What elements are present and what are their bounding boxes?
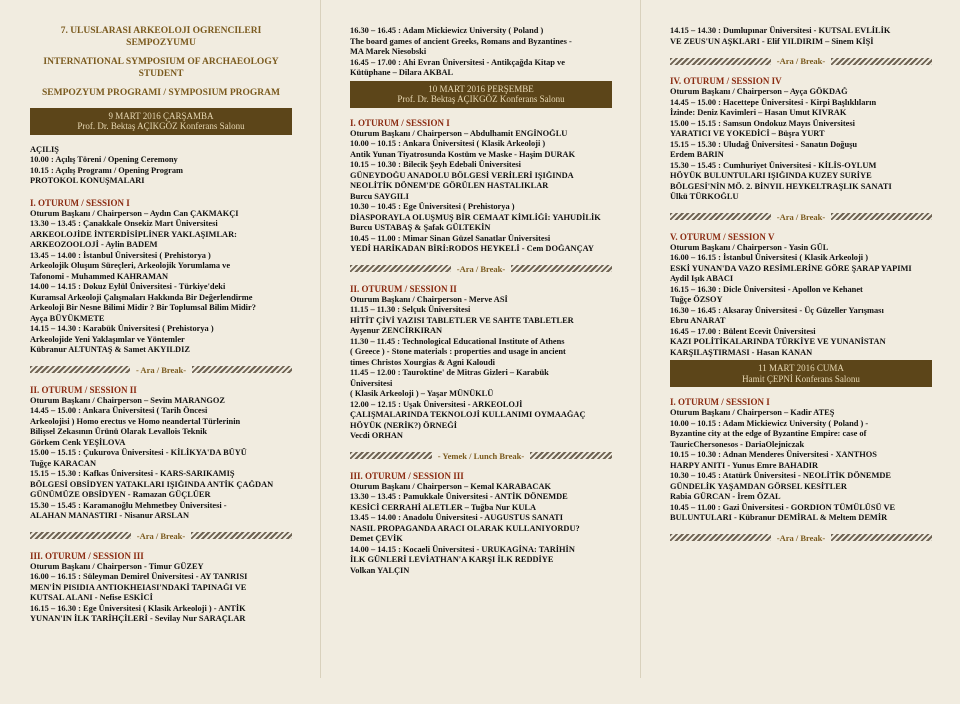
program-line: Tafonomi - Muhammed KAHRAMAN	[30, 271, 169, 281]
program-line: 15.30 – 15.45 : Karamanoğlu Mehmetbey Üniversitesi -	[30, 500, 227, 510]
program-line: YARATICI VE YOKEDİCİ – Büşra YURT	[670, 129, 825, 138]
fold-line	[640, 0, 641, 678]
program-line: Ebru ANARAT	[670, 316, 726, 325]
program-line: 16.15 – 16.30 : Dicle Üniversitesi - Apollon ve Kehanet	[670, 284, 863, 294]
program-line: 14.00 – 14.15 : Dokuz Eylül Üniversitesi - Türkiye'deki	[30, 282, 226, 291]
hatch-pattern	[670, 213, 771, 220]
program-line-bold: AÇILIŞ	[30, 144, 59, 154]
break-label: -Ara / Break-	[776, 211, 826, 222]
program-line: Burcu USTABAŞ & Şafak GÜLTEKİN	[350, 223, 491, 232]
program-line: 13.30 – 13.45 : Pamukkale Üniversitesi - ANTİK DÖNEMDE	[350, 492, 568, 501]
program-line: 13.30 – 13.45 : Çanakkale Onsekiz Mart Üniversitesi	[30, 219, 218, 228]
program-line: ÇALIŞMALARINDA TEKNOLOJİ KULLANIMI OYMAAĞAÇ	[350, 410, 586, 419]
program-line: Kuramsal Arkeoloji Çalışmaları Hakkında Bir Değerlendirme	[30, 292, 253, 302]
program-line: Kütüphane – Dilara AKBAL	[350, 68, 454, 77]
program-line-bold: Oturum Başkanı / Chairperson - Timur GÜZEY	[30, 561, 204, 571]
program-line: İLK GÜNLERİ LEVİATHAN'A KARŞI İLK REDDİYE	[350, 555, 554, 564]
program-line: HİTİT ÇİVİ YAZISI TABLETLER VE SAHTE TABLETLER	[350, 315, 574, 325]
program-line: VE ZEUS'UN AŞKLARI - Elif YILDIRIM – Sinem KİŞİ	[670, 36, 874, 46]
session-heading: IV. OTURUM / SESSION IV	[670, 76, 782, 86]
program-line: 14.15 – 14.30 : Dumlupınar Üniversitesi - KUTSAL EVLİLİK	[670, 26, 891, 35]
program-line: KUTSAL ALANI - Nefise ESKİCİ	[30, 593, 153, 602]
day-header-line: Hamit ÇEPNİ Konferans Salonu	[742, 373, 860, 384]
program-line: Ayça BÜYÜKMETE	[30, 313, 105, 323]
hatch-pattern	[670, 534, 771, 541]
session-heading: III. OTURUM / SESSION III	[30, 550, 144, 561]
program-line: YEDİ HARİKADAN BİRİ:RODOS HEYKELİ - Cem DOĞANÇAY	[350, 244, 594, 253]
program-line: Ayşenur ZENCİRKIRAN	[350, 326, 443, 335]
program-line: 12.00 – 12.15 : Uşak Üniversitesi - ARKEOLOJİ	[350, 399, 523, 409]
hatch-pattern	[350, 452, 432, 459]
session-heading: I. OTURUM / SESSION I	[670, 397, 770, 407]
program-line: ARKEOZOOLOJİ - Aylin BADEM	[30, 240, 158, 249]
program-line: Erdem BARIN	[670, 150, 724, 159]
program-line: 14.45 – 15.00 : Ankara Üniversitesi ( Tarih Öncesi	[30, 406, 208, 415]
program-line: Volkan YALÇIN	[350, 565, 410, 575]
program-line: KESİCİ CERRAHİ ALETLER – Tuğba Nur KULA	[350, 502, 537, 512]
spacer	[30, 187, 292, 194]
break-label: - Yemek / Lunch Break-	[437, 450, 525, 461]
program-column-1	[30, 26, 292, 704]
symposium-title: INTERNATIONAL SYMPOSIUM OF ARCHAEOLOGY STUDENT	[43, 57, 279, 79]
program-line: 14.15 – 14.30 : Karabük Üniversitesi ( Prehistorya )	[30, 324, 214, 333]
program-line: Tuğçe KARACAN	[30, 458, 96, 468]
symposium-title: 7. ULUSLARASI ARKEOLOJİ ÖĞRENCİLERİ SEMPOZYUMU	[60, 26, 262, 48]
hatch-pattern	[350, 265, 451, 272]
program-line: KAZI POLİTİKALARINDA TÜRKİYE VE YUNANİSTAN	[670, 337, 886, 346]
program-line: 14.45 – 15.00 : Hacettepe Üniversitesi - Kirpi Başlıklıların	[670, 97, 877, 107]
day-header-line: 11 MART 2016 CUMA	[758, 363, 844, 373]
program-line: 11.15 – 11.30 : Selçuk Üniversitesi	[350, 305, 471, 314]
program-line: 16.00 – 16.15 : Süleyman Demirel Üniversitesi - AY TANRISI	[30, 572, 248, 581]
hatch-pattern	[30, 532, 131, 539]
program-line: 15.30 – 15.45 : Cumhuriyet Üniversitesi - KİLİS-OYLUM	[670, 160, 877, 170]
break-label: -Ara / Break-	[776, 56, 826, 66]
program-line: 10.00 – 10.15 : Ankara Üniversitesi ( Klasik Arkeoloji )	[350, 139, 546, 148]
hatch-pattern	[831, 58, 932, 65]
program-line: Bilişsel Zekasının Ürünü Olarak Levallois Teknik	[30, 427, 208, 436]
program-line: ALAHAN MANASTIRI - Nisanur ARSLAN	[30, 511, 189, 520]
program-line: 10.00 – 10.15 : Adam Mickiewicz University ( Poland ) -	[670, 418, 869, 428]
session-heading: II. OTURUM / SESSION II	[30, 384, 137, 395]
program-line: 16.15 – 16.30 : Ege Üniversitesi ( Klasik Arkeoloji ) - ANTİK	[30, 603, 246, 613]
day-header-line: Prof. Dr. Bektaş AÇIKGÖZ Konferans Salonu	[77, 121, 245, 131]
hatch-pattern	[530, 452, 612, 459]
program-line: NEOLİTİK DÖNEM'DE GÖRÜLEN HASTALIKLAR	[350, 181, 549, 190]
program-line: YUNAN'IN İLK TARİHÇİLERİ - Sevilay Nur SARAÇLAR	[30, 614, 246, 623]
session-heading: I. OTURUM / SESSION I	[350, 117, 450, 128]
break-divider	[30, 365, 292, 375]
program-line: Vecdi ORHAN	[350, 431, 403, 440]
program-line: TauricChersonesos - DariaOlejniczak	[670, 439, 805, 449]
program-line: ESKİ YUNAN'DA VAZO RESİMLERİNE GÖRE ŞARAP YAPIMI	[670, 263, 912, 273]
program-line: 16.45 – 17.00 : Bülent Ecevit Üniversitesi	[670, 326, 816, 336]
program-line: Antik Yunan Tiyatrosunda Kostüm ve Maske - Haşim DURAK	[350, 149, 576, 159]
program-line: Arkeolojik Oluşum Süreçleri, Arkeolojik Yorumlama ve	[30, 261, 231, 270]
program-line: NASIL PROPAGANDA ARACI OLARAK KULLANIYORDU?	[350, 523, 580, 533]
program-line: 10.45 – 11.00 : Mimar Sinan Güzel Sanatlar Üniversitesi	[350, 233, 551, 243]
hatch-pattern	[30, 366, 130, 373]
session-heading: I. OTURUM / SESSION I	[30, 197, 130, 208]
day-header	[670, 360, 932, 387]
program-line: 15.15 – 15.30 : Uludağ Üniversitesi - Sanatın Doğuşu	[670, 139, 858, 149]
program-line: Arkeolojide Yeni Yaklaşımlar ve Yöntemler	[30, 334, 185, 344]
program-line: ARKEOLOJİDE İNTERDİSİPLİNER YAKLAŞIMLAR:	[30, 229, 237, 239]
break-divider	[30, 531, 292, 541]
program-line: İzinde: Deniz Kavimleri – Hasan Umut KIVRAK	[670, 108, 847, 117]
break-label: -Ara / Break-	[136, 530, 186, 541]
hatch-pattern	[192, 366, 292, 373]
program-line: BÖLGESİ OBSİDYEN YATAKLARI IŞIĞINDA ANTİK ÇAĞDAN	[30, 479, 274, 489]
program-line: 10.30 – 10.45 : Atatürk Üniversitesi - NEOLİTİK DÖNEMDE	[670, 471, 892, 480]
program-line: ( Klasik Arkeoloji ) – Yaşar MÜNÜKLÜ	[350, 389, 494, 398]
break-divider	[350, 451, 612, 461]
program-line: 13.45 – 14.00 : İstanbul Üniversitesi ( Prehistorya )	[30, 250, 211, 260]
program-line-bold: PROTOKOL KONUŞMALARI	[30, 176, 145, 185]
program-line: times Christos Xourgias & Agni Kaloudi	[350, 357, 495, 367]
break-divider	[670, 56, 932, 66]
program-line-bold: Oturum Başkanı / Chairperson – Ayça GÖKDAĞ	[670, 87, 848, 96]
program-line: Ülkü TÜRKOĞLU	[670, 192, 739, 201]
program-line: MEN'İN PISIDIA ANTIOKHEIASI'NDAKİ TAPINAĞI VE	[30, 582, 247, 592]
program-line: 15.00 – 15.15 : Samsun Ondokuz Mayıs Üniversitesi	[670, 118, 855, 128]
day-header	[30, 108, 292, 135]
program-column-3	[670, 26, 932, 704]
program-line: HÖYÜK (NERİK?) ÖRNEĞİ	[350, 420, 458, 430]
day-header-line: 9 MART 2016 ÇARŞAMBA	[108, 110, 214, 121]
program-line: Byzantine city at the edge of Byzantine Empire: case of	[670, 429, 867, 438]
program-line: 15.15 – 15.30 : Kafkas Üniversitesi - KARS-SARIKAMIŞ	[30, 469, 235, 478]
program-line: 13.45 – 14.00 : Anadolu Üniversitesi - AUGUSTUS SANATI	[350, 513, 563, 522]
program-line: 10.15 – 10.30 : Adnan Menderes Üniversitesi - XANTHOS	[670, 450, 877, 459]
program-line: 14.00 – 14.15 : Kocaeli Üniversitesi - URUKAGİNA: TARİHİN	[350, 544, 575, 554]
program-line-bold: Oturum Başkanı / Chairperson - Yasin GÜL	[670, 242, 829, 252]
break-label: -Ara / Break-	[456, 263, 506, 274]
program-line: 10.00 : Açılış Töreni / Opening Ceremony	[30, 155, 178, 164]
symposium-title: SEMPOZYUM PROGRAMI / SYMPOSIUM PROGRAM	[41, 88, 280, 98]
program-line: 16.30 – 16.45 : Adam Mickiewicz University ( Poland )	[350, 26, 544, 35]
program-line: HARPY ANITI - Yunus Emre BAHADIR	[670, 460, 819, 470]
program-line: 10.45 – 11.00 : Gazi Üniversitesi - GORDION TÜMÜLÜSÜ VE	[670, 502, 896, 512]
program-line: GÜNEYDOĞU ANADOLU BÖLGESİ VERİLERİ IŞIĞINDA	[350, 170, 574, 180]
session-heading: V. OTURUM / SESSION V	[670, 231, 775, 242]
program-line: The board games of ancient Greeks, Romans and Byzantines -	[350, 36, 572, 46]
program-line-bold: Oturum Başkanı / Chairperson – Kadir ATEŞ	[670, 408, 835, 417]
program-line: MA Marek Niesobski	[350, 47, 427, 56]
hatch-pattern	[511, 265, 612, 272]
day-header-line: Prof. Dr. Bektaş AÇIKGÖZ Konferans Salonu	[397, 94, 565, 104]
hatch-pattern	[831, 213, 932, 220]
break-label: -Ara / Break-	[776, 532, 826, 543]
program-line-bold: Oturum Başkanı / Chairperson – Kemal KARABACAK	[350, 481, 552, 491]
fold-line	[320, 0, 321, 678]
program-line: 11.30 – 11.45 : Technological Educational Institute of Athens	[350, 336, 565, 346]
break-divider	[670, 533, 932, 543]
program-line: 16.00 – 16.15 : İstanbul Üniversitesi ( Klasik Arkeoloji )	[670, 253, 868, 262]
program-line-bold: Oturum Başkanı / Chairperson – Abdulhamit ENGİNOĞLU	[350, 128, 568, 138]
day-header-line: 10 MART 2016 PERŞEMBE	[428, 83, 534, 94]
program-line: Tuğçe ÖZSOY	[670, 295, 723, 304]
program-line: Arkeoloji Bir Nesne Bilimi Midir ? Bir Toplumsal Bilim Midir?	[30, 303, 256, 312]
program-column-2	[350, 26, 612, 704]
program-line-bold: Oturum Başkanı / Chairperson – Sevim MARANGOZ	[30, 395, 225, 405]
program-line: 10.30 – 10.45 : Ege Üniversitesi ( Prehistorya )	[350, 202, 515, 211]
program-line: Aydil Işık ABACI	[670, 274, 734, 283]
program-line: BULUNTULARI - Kübranur DEMİRAL & Meltem DEMİR	[670, 513, 888, 522]
program-line: 15.00 – 15.15 : Çukurova Üniversitesi - KİLİKYA'DA BÜYÜ	[30, 448, 247, 457]
day-header	[350, 81, 612, 108]
session-heading: II. OTURUM / SESSION II	[350, 283, 457, 294]
program-line: BÖLGESİ'NİN MÖ. 2. BİNYIL HEYKELTRAŞLIK SANATI	[670, 181, 892, 191]
program-line: Arkeolojisi ) Homo erectus ve Homo neandertal Türlerinin	[30, 416, 241, 426]
program-line: Rabia GÜRCAN - İrem ÖZAL	[670, 492, 781, 501]
program-line: 10.15 – 10.30 : Bilecik Şeyh Edebali Üniversitesi	[350, 160, 521, 169]
hatch-pattern	[670, 58, 771, 65]
session-heading: III. OTURUM / SESSION III	[350, 470, 464, 481]
break-label: - Ara / Break-	[135, 364, 187, 375]
hatch-pattern	[831, 534, 932, 541]
program-line: 16.30 – 16.45 : Aksaray Üniversitesi - Üç Güzeller Yarışması	[670, 305, 884, 315]
break-divider	[670, 212, 932, 222]
program-line: 16.45 – 17.00 : Ahi Evran Üniversitesi - Antikçağda Kitap ve	[350, 57, 565, 67]
program-line: 11.45 – 12.00 : Tauroktine' de Mitras Gizleri – Karabük	[350, 368, 549, 377]
program-line: DİASPORAYLA OLUŞMUŞ BİR CEMAAT KİMLİĞİ: YAHUDİLİK	[350, 212, 601, 222]
program-line: Görkem Cenk YEŞİLOVA	[30, 437, 126, 447]
program-line-bold: Oturum Başkanı / Chairperson - Merve ASİ	[350, 294, 508, 304]
program-line: KARŞILAŞTIRMASI - Hasan KANAN	[670, 347, 813, 357]
hatch-pattern	[191, 532, 292, 539]
program-line: ( Greece ) - Stone materials : properties and usage in ancient	[350, 347, 566, 356]
program-line: GÜNDELİK YAŞAMDAN GÖRSEL KESİTLER	[670, 481, 847, 491]
program-line: 10.15 : Açılış Programı / Opening Program	[30, 165, 183, 175]
program-line-bold: Oturum Başkanı / Chairperson – Aydın Can ÇAKMAKÇI	[30, 208, 239, 218]
program-line: Kübranur ALTUNTAŞ & Samet AKYILDIZ	[30, 345, 190, 354]
program-line: HÖYÜK BULUNTULARI IŞIĞINDA KUZEY SURİYE	[670, 171, 872, 180]
program-line: GÜNÜMÜZE OBSİDYEN - Ramazan GÜÇLÜER	[30, 490, 211, 499]
program-line: Demet ÇEVİK	[350, 534, 403, 543]
program-line: Üniversitesi	[350, 378, 393, 388]
break-divider	[350, 264, 612, 274]
program-line: Burcu SAYGILI	[350, 191, 409, 201]
